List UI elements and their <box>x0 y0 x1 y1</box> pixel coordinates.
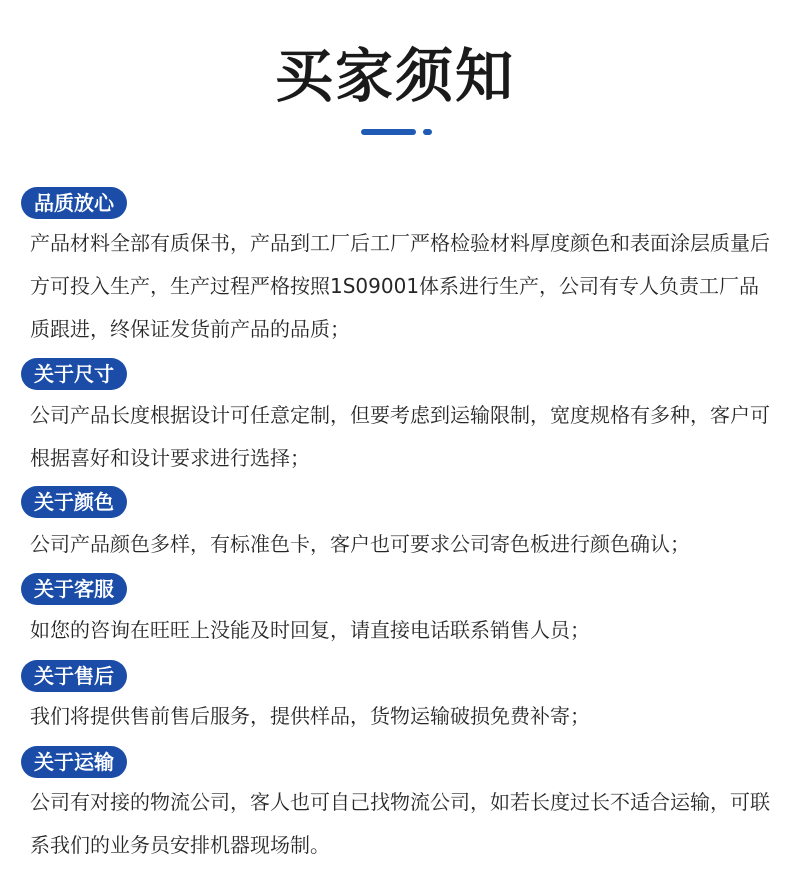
section-badge: 品质放心 <box>21 187 127 219</box>
section-text: 公司有对接的物流公司，客人也可自己找物流公司，如若长度过长不适合运输，可联系我们的业务员安排机器现场制。 <box>30 790 770 857</box>
section-badge: 关于售后 <box>21 660 127 692</box>
page-title: 买家须知 <box>274 42 515 110</box>
section-badge: 关于客服 <box>21 573 127 605</box>
section-text: 如您的咨询在旺旺上没能及时回复，请直接电话联系销售人员； <box>30 618 590 642</box>
section-text: 我们将提供售前售后服务，提供样品，货物运输破损免费补寄； <box>30 704 590 728</box>
section-text: 产品材料全部有质保书，产品到工厂后工厂严格检验材料厚度颜色和表面涂层质量后方可投入生产，生产过程严格按照1S09001体系进行生产，公司有专人负责工厂品质跟进，终保证发货前产品的品质； <box>30 231 770 341</box>
title-underline-dot <box>423 129 432 135</box>
section-text: 公司产品长度根据设计可任意定制，但要考虑到运输限制，宽度规格有多种，客户可根据喜好和设计要求进行选择； <box>30 403 770 470</box>
section-badge: 关于运输 <box>21 746 127 778</box>
title-underline <box>361 129 416 135</box>
section-badge: 关于颜色 <box>21 486 127 518</box>
section-badge: 关于尺寸 <box>21 358 127 390</box>
section-text: 公司产品颜色多样，有标准色卡，客户也可要求公司寄色板进行颜色确认； <box>30 532 690 556</box>
